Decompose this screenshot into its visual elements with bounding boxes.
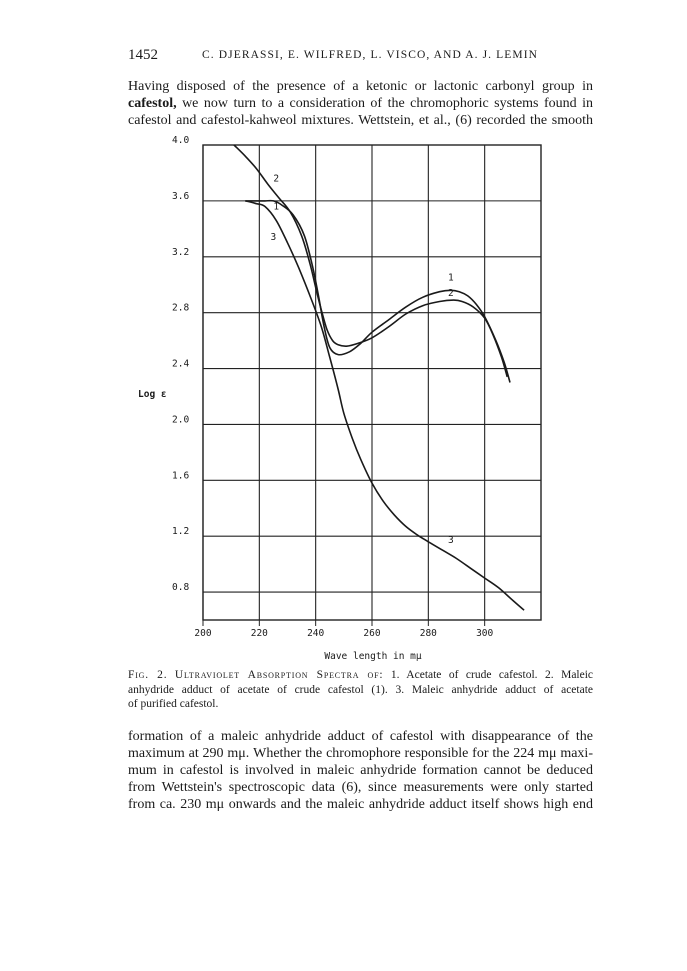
caption-line: of purified cafestol. [128,698,219,710]
body-line: from Wettstein's spectroscopic data (6), since measurements were only started [128,780,593,795]
curve-label: 3 [270,232,277,243]
curve-label: 2 [273,173,280,185]
body-line: formation of a maleic anhydride adduct of cafestol with disappearance of the [128,729,593,744]
body-line: from ca. 230 mμ onwards and the maleic anhydride adduct itself shows high end [128,797,593,812]
y-tick-label: 3.6 [172,190,190,202]
curve-label: 1 [273,201,280,213]
caption-line: anhydride adduct of acetate of crude cafestol (1). 3. Maleic anhydride adduct of acetate [128,683,593,696]
y-axis-label: Log ε [138,389,167,400]
y-tick-label: 3.2 [172,246,190,258]
y-tick-label: 1.2 [172,526,190,538]
figure-caption [128,668,593,712]
y-tick-label: 2.0 [172,414,190,426]
y-tick-labels [172,135,189,593]
curve-label: 3 [447,535,454,547]
caption-line [128,668,593,683]
x-axis-label: Wave length in mμ [324,651,422,662]
running-authors: C. DJERASSI, E. WILFRED, L. VISCO, AND A. J. LEMIN [202,49,539,61]
curve-label: 1 [447,272,454,284]
chart-series [234,145,524,610]
series-line-3 [245,201,524,610]
chart-grid [203,145,541,620]
caption-title: Ultraviolet Absorption Spectra of: [174,669,384,681]
y-tick-label: 4.0 [172,135,190,146]
body-paragraph [128,728,593,813]
x-tick-labels [194,628,493,639]
curve-label: 2 [447,287,454,299]
curve-labels [271,173,454,546]
series-line-1 [245,201,510,383]
x-tick-label: 220 [250,628,268,639]
intro-line-rest: we now turn to a consideration of the chromophoric systems found in [176,96,593,111]
x-tick-label: 200 [194,628,212,639]
intro-line: Having disposed of the presence of a ketonic or lactonic carbonyl group in [128,79,593,94]
intro-line: cafestol and cafestol-kahweol mixtures. Wettstein, et al., (6) recorded the smooth [128,113,593,128]
x-tick-label: 300 [476,628,494,639]
y-tick-label: 0.8 [172,582,190,594]
body-line: maximum at 290 mμ. Whether the chromophore responsible for the 224 mμ maxi- [128,746,593,761]
y-tick-label: 2.8 [172,302,190,314]
x-tick-label: 240 [307,628,325,639]
y-tick-label: 2.4 [172,358,190,370]
caption-text: 1. Acetate of crude cafestol. 2. Maleic [383,669,594,681]
page-number: 1452 [128,47,158,63]
fig-label: Fig. 2. [128,669,168,681]
bold-word: cafestol, [128,96,177,111]
y-tick-label: 1.6 [172,470,190,482]
body-line: mum in cafestol is involved in maleic anhydride formation cannot be deduced [128,763,593,778]
x-tick-label: 260 [363,628,381,639]
x-tick-label: 280 [419,628,437,639]
